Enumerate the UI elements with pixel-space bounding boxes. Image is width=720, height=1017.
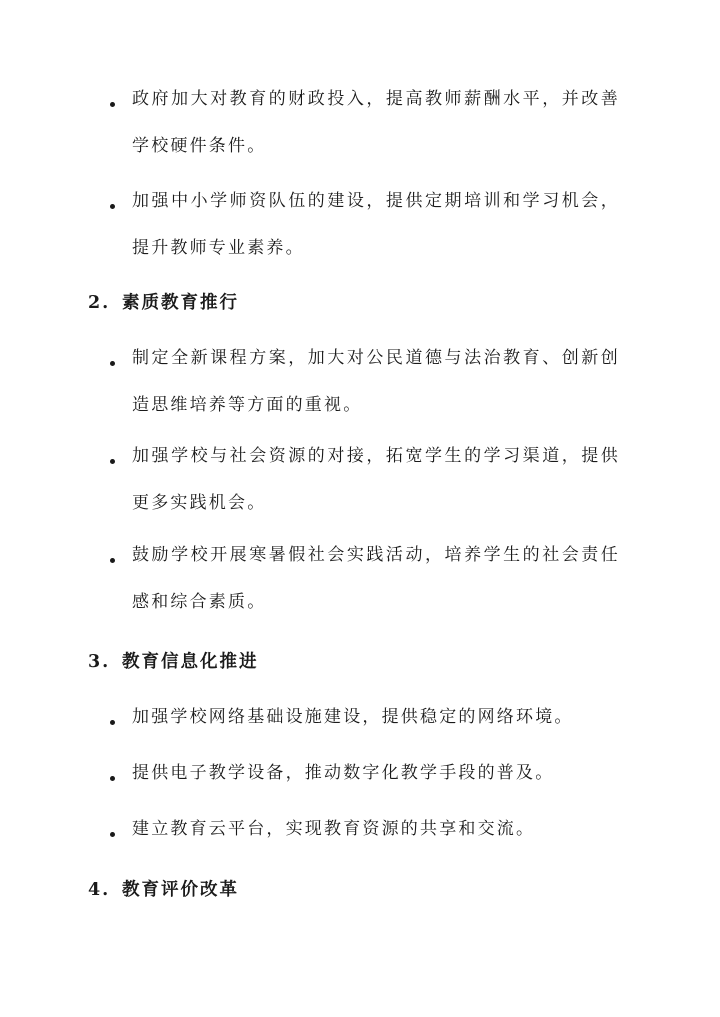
list-item-text: 鼓励学校开展寒暑假社会实践活动，培养学生的社会责任感和综合素质。	[132, 545, 620, 612]
list-item-text: 提供电子教学设备，推动数字化教学手段的普及。	[132, 763, 555, 783]
bullet-icon	[110, 459, 115, 464]
section-title: 教育信息化推进	[122, 652, 259, 672]
section-heading	[88, 648, 259, 673]
bullet-icon	[110, 558, 115, 563]
list-item	[110, 447, 620, 527]
bullet-icon	[110, 204, 115, 209]
list-item-text: 加强中小学师资队伍的建设，提供定期培训和学习机会，提升教师专业素养。	[132, 191, 620, 258]
bullet-icon	[110, 102, 115, 107]
list-item-text: 政府加大对教育的财政投入，提高教师薪酬水平，并改善学校硬件条件。	[132, 89, 620, 156]
section-heading	[88, 289, 239, 314]
list-item-text: 建立教育云平台，实现教育资源的共享和交流。	[132, 819, 536, 839]
list-item	[110, 546, 620, 626]
list-item	[110, 90, 620, 170]
section-number: 3.	[88, 652, 111, 672]
list-item-text: 加强学校网络基础设施建设，提供稳定的网络环境。	[132, 707, 574, 727]
list-item	[110, 708, 620, 741]
bullet-icon	[110, 361, 115, 366]
section-heading	[88, 876, 239, 901]
list-item	[110, 820, 620, 853]
section-title: 教育评价改革	[122, 880, 239, 900]
list-item	[110, 764, 620, 797]
bullet-icon	[110, 832, 115, 837]
section-number: 4.	[88, 880, 111, 900]
section-title: 素质教育推行	[122, 293, 239, 313]
list-item-text: 制定全新课程方案，加大对公民道德与法治教育、创新创造思维培养等方面的重视。	[132, 348, 620, 415]
list-item	[110, 192, 620, 272]
list-item-text: 加强学校与社会资源的对接，拓宽学生的学习渠道，提供更多实践机会。	[132, 446, 620, 513]
bullet-icon	[110, 720, 115, 725]
bullet-icon	[110, 776, 115, 781]
section-number: 2.	[88, 293, 111, 313]
list-item	[110, 349, 620, 429]
